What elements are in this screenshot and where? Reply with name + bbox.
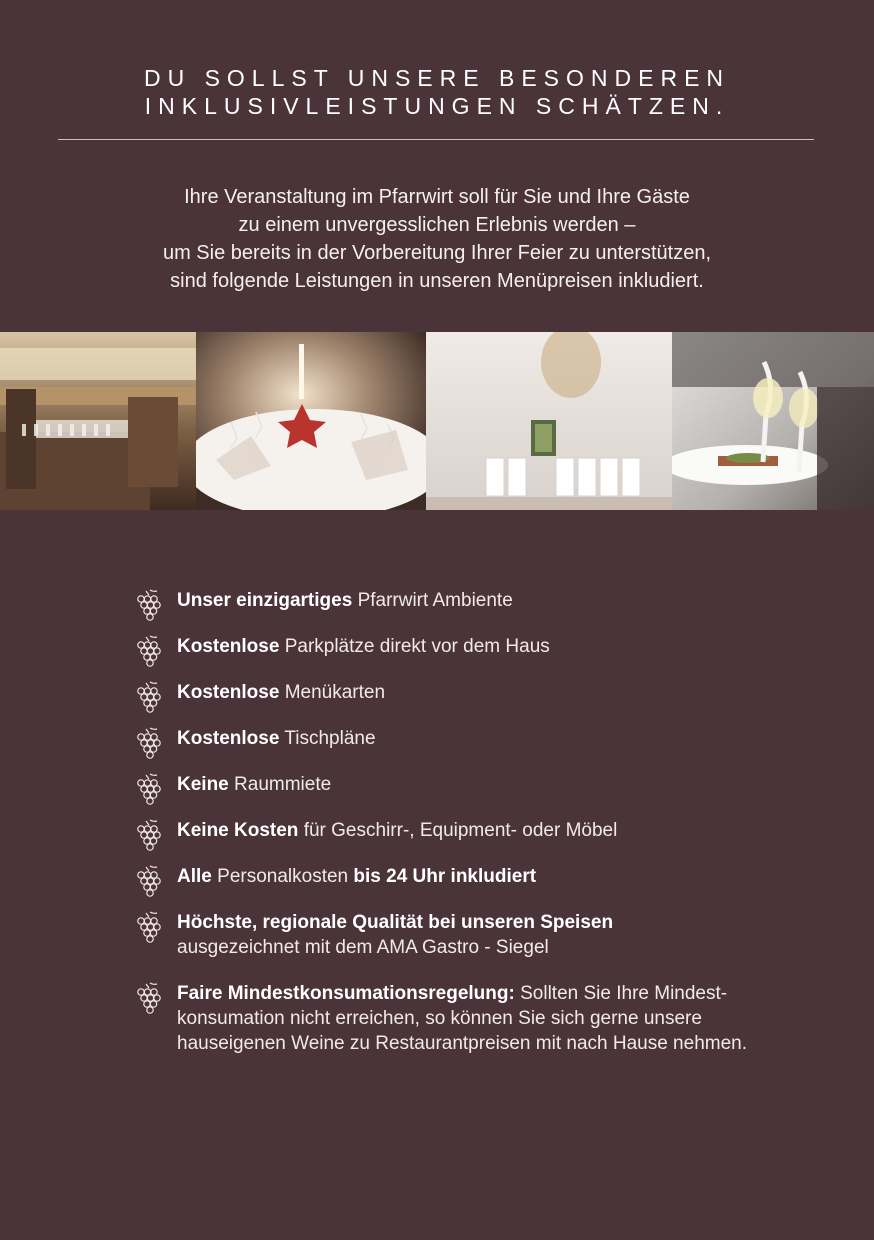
grapes-icon xyxy=(132,863,166,897)
feature-item-9 xyxy=(132,981,772,1056)
feature-item-2 xyxy=(132,634,772,659)
title-line-1: DU SOLLST UNSERE BESONDEREN xyxy=(143,65,731,91)
feature-strong-text: Keine xyxy=(177,774,229,795)
intro-line-4: sind folgende Leistungen in unseren Menüpreisen inkludiert. xyxy=(170,270,704,292)
feature-normal-text: Raummiete xyxy=(234,774,332,795)
grapes-icon xyxy=(132,771,166,805)
grapes-icon xyxy=(132,679,166,713)
intro-line-3: um Sie bereits in der Vorbereitung Ihrer Feier zu unterstützen, xyxy=(162,242,712,264)
photo-bar-interior xyxy=(0,332,196,510)
feature-strong-text: Kostenlose xyxy=(177,682,280,703)
intro-line-2: zu einem unvergesslichen Erlebnis werden – xyxy=(238,214,636,236)
feature-strong-text-2: bis 24 Uhr inkludiert xyxy=(353,866,537,887)
grapes-icon xyxy=(132,817,166,851)
feature-item-1 xyxy=(132,588,772,613)
photo-table-setting xyxy=(196,332,426,510)
intro-text xyxy=(0,183,874,295)
page-title xyxy=(0,64,874,120)
feature-normal-text: für Geschirr-, Equipment- oder Möbel xyxy=(303,820,618,841)
feature-strong-text: Kostenlose xyxy=(177,728,280,749)
title-divider xyxy=(58,139,814,140)
feature-strong-text: Alle xyxy=(177,866,212,887)
feature-normal-text: Sollten Sie Ihre Mindest-konsumation nicht erreichen, so können Sie sich gerne unsere hauseigenen Weine zu Restaurantpreisen mit nach Hause nehmen. xyxy=(177,983,747,1054)
intro-line-1: Ihre Veranstaltung im Pfarrwirt soll für Sie und Ihre Gäste xyxy=(184,186,690,208)
feature-strong-text: Unser einzigartiges xyxy=(177,590,353,611)
feature-strong-text: Höchste, regionale Qualität bei unseren Speisen xyxy=(177,912,614,933)
feature-normal-text: Parkplätze direkt vor dem Haus xyxy=(284,636,550,657)
feature-normal-text: Tischpläne xyxy=(284,728,376,749)
grapes-icon xyxy=(132,633,166,667)
feature-item-6 xyxy=(132,818,772,843)
feature-normal-text: Personalkosten xyxy=(217,866,349,887)
photo-wedding-hall xyxy=(426,332,672,510)
feature-normal-text: ausgezeichnet mit dem AMA Gastro - Siegel xyxy=(177,937,549,958)
feature-item-5 xyxy=(132,772,772,797)
title-line-2: INKLUSIVLEISTUNGEN SCHÄTZEN. xyxy=(144,93,730,119)
photo-strip xyxy=(0,332,874,510)
feature-item-7 xyxy=(132,864,772,889)
grapes-icon xyxy=(132,980,166,1014)
grapes-icon xyxy=(132,587,166,621)
grapes-icon xyxy=(132,909,166,943)
feature-normal-text: Menükarten xyxy=(284,682,386,703)
grapes-icon xyxy=(132,725,166,759)
feature-normal-text: Pfarrwirt Ambiente xyxy=(357,590,513,611)
feature-strong-text: Faire Mindestkonsumationsregelung: xyxy=(177,983,515,1004)
feature-strong-text: Keine Kosten xyxy=(177,820,299,841)
feature-item-4 xyxy=(132,726,772,751)
features-list xyxy=(132,588,772,1056)
feature-item-8 xyxy=(132,910,772,960)
feature-strong-text: Kostenlose xyxy=(177,636,280,657)
photo-wine-dish xyxy=(672,332,874,510)
feature-item-3 xyxy=(132,680,772,705)
